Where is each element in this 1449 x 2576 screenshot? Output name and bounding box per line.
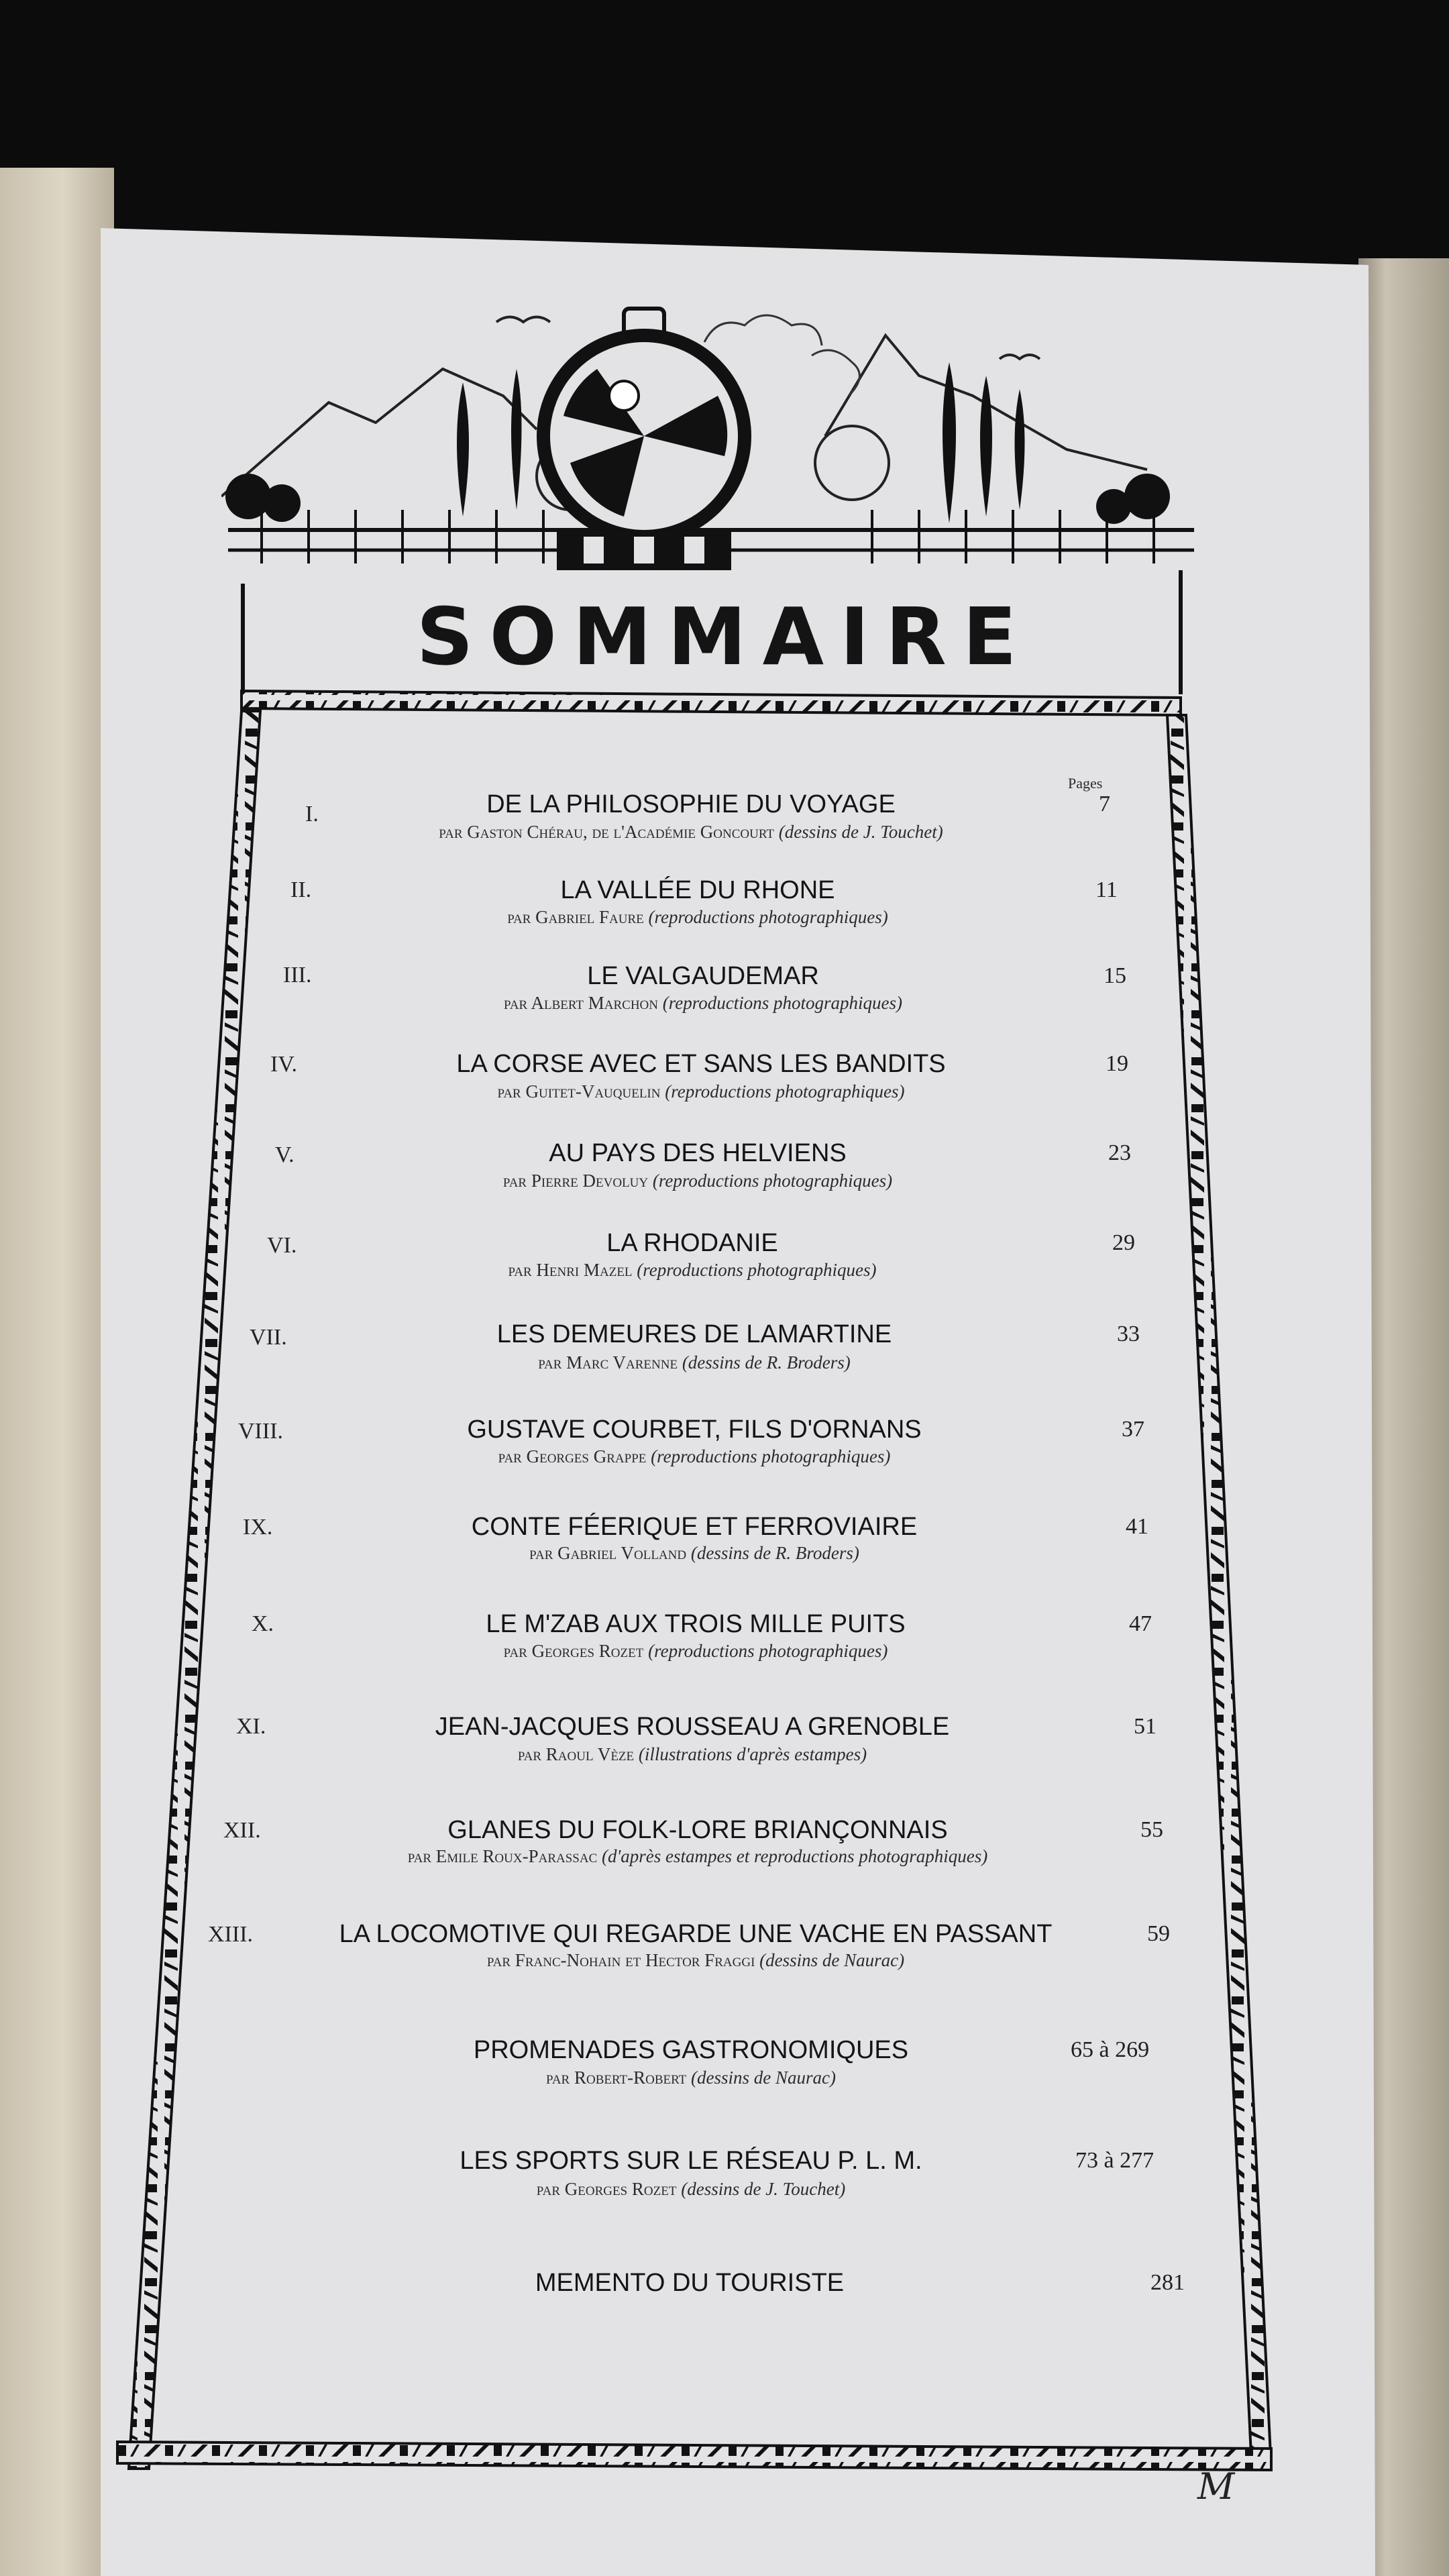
toc-entry-credit: (reproductions photographiques) — [637, 1260, 877, 1280]
toc-entry-page: 11 — [1095, 877, 1118, 902]
toc-entry-numeral: III. — [283, 963, 312, 987]
toc-entry-page: 51 — [1134, 1714, 1157, 1739]
toc-entry-credit: (reproductions photographiques) — [648, 1641, 888, 1661]
toc-entry-numeral: XII. — [223, 1818, 261, 1843]
toc-entry-author — [158, 1543, 1231, 1564]
toc-entry-page: 33 — [1117, 1322, 1140, 1346]
toc-entry-credit: (reproductions photographiques) — [652, 1171, 893, 1191]
toc-entry-numeral: II. — [290, 877, 312, 902]
toc-entry-author — [159, 1641, 1232, 1662]
toc-entry-numeral: I. — [305, 802, 319, 826]
toc-entry-title: AU PAYS DES HELVIENS — [549, 1139, 847, 1167]
toc-entry-title: DE LA PHILOSOPHIE DU VOYAGE — [486, 790, 896, 818]
toc-entry-title: PROMENADES GASTRONOMIQUES — [473, 2036, 909, 2064]
toc-entry-title: LES DEMEURES DE LAMARTINE — [496, 1320, 892, 1348]
toc-entry-byline: par Georges Rozet — [503, 1641, 644, 1661]
toc-entry-byline: par Emile Roux-Parassac — [407, 1846, 598, 1866]
pages-column-label: Pages — [1068, 775, 1103, 792]
toc-entry-credit: (dessins de R. Broders) — [690, 1543, 859, 1563]
toc-entry-title: JEAN-JACQUES ROUSSEAU A GRENOBLE — [435, 1713, 950, 1741]
toc-entry-numeral: VI. — [267, 1233, 297, 1258]
toc-entry-credit: (dessins de Naurac) — [691, 2068, 836, 2088]
toc-entry-byline: par Robert-Robert — [546, 2068, 687, 2088]
toc-entry-author — [156, 1260, 1229, 1281]
toc-entry-page: 37 — [1122, 1417, 1144, 1442]
toc-entry-title: LA LOCOMOTIVE QUI REGARDE UNE VACHE EN PASSANT — [339, 1920, 1053, 1948]
toc-entry-author — [159, 1950, 1232, 1971]
toc-entry-title: GLANES DU FOLK-LORE BRIANÇONNAIS — [447, 1816, 948, 1844]
toc-entry-title: LE VALGAUDEMAR — [587, 962, 819, 990]
toc-entry-credit: (illustrations d'après estampes) — [638, 1744, 867, 1764]
toc-entry-author — [166, 993, 1240, 1014]
toc-entry-credit: (dessins de J. Touchet) — [681, 2179, 846, 2199]
toc-entry-credit: (reproductions photographiques) — [662, 993, 902, 1013]
toc-entry-author — [158, 1352, 1231, 1373]
toc-entry-author — [161, 1846, 1234, 1867]
toc-entry-author — [154, 2068, 1228, 2088]
toc-entry-numeral: VIII. — [238, 1419, 284, 1444]
toc-entry-credit: (reproductions photographiques) — [665, 1081, 905, 1102]
toc-entry-page: 281 — [1150, 2270, 1185, 2295]
toc-entry-numeral: IX. — [243, 1515, 273, 1540]
toc-entry-numeral: XIII. — [208, 1922, 254, 1947]
toc-entry-page: 41 — [1126, 1514, 1148, 1539]
toc-entry-byline: par Guitet-Vauquelin — [497, 1081, 661, 1102]
toc-entry-credit: (d'après estampes et reproductions photographiques) — [602, 1846, 988, 1866]
toc-entry-numeral: IV. — [270, 1052, 297, 1077]
toc-entry-author — [164, 1081, 1238, 1102]
toc-entry-byline: par Albert Marchon — [504, 993, 658, 1013]
toc-entry-title: LA VALLÉE DU RHONE — [560, 876, 835, 904]
toc-entry-title: LE M'ZAB AUX TROIS MILLE PUITS — [486, 1610, 906, 1638]
toc-entry-title: LES SPORTS SUR LE RÉSEAU P. L. M. — [460, 2147, 922, 2175]
page-title: SOMMAIRE — [416, 590, 1033, 683]
toc-entry-page: 19 — [1106, 1051, 1128, 1076]
toc-entry-page: 73 à 277 — [1075, 2148, 1155, 2173]
toc-entry-page: 65 à 269 — [1071, 2037, 1150, 2062]
toc-entry-page: 55 — [1140, 1817, 1163, 1842]
toc-entry-author — [161, 1171, 1234, 1191]
toc-entry-byline: par Pierre Devoluy — [502, 1171, 649, 1191]
toc-entry-page: 15 — [1104, 963, 1126, 988]
toc-entry-byline: par Marc Varenne — [538, 1352, 678, 1373]
toc-entry-byline: par Gabriel Volland — [529, 1543, 687, 1563]
toc-entry-author — [161, 907, 1234, 928]
toc-entry-numeral: VII. — [250, 1325, 287, 1350]
toc-entry-page: 59 — [1147, 1921, 1170, 1946]
toc-entry-author — [156, 1744, 1229, 1765]
toc-entry-page: 23 — [1108, 1140, 1131, 1165]
toc-entry-credit: (reproductions photographiques) — [648, 907, 888, 927]
toc-entry-title: GUSTAVE COURBET, FILS D'ORNANS — [467, 1415, 922, 1444]
toc-entry-byline: par Franc-Nohain et Hector Fraggi — [486, 1950, 755, 1970]
toc-entry-page: 7 — [1099, 792, 1110, 816]
toc-entry-byline: par Henri Mazel — [508, 1260, 633, 1280]
toc-entry-author — [154, 822, 1228, 843]
toc-entry-byline: par Gabriel Faure — [507, 907, 644, 927]
toc-entry-author — [154, 2179, 1228, 2200]
toc-entry-numeral: XI. — [236, 1714, 266, 1739]
toc-entry-title: CONTE FÉERIQUE ET FERROVIAIRE — [471, 1513, 918, 1541]
toc-entry-byline: par Georges Rozet — [536, 2179, 677, 2199]
toc-entry-credit: (dessins de R. Broders) — [682, 1352, 851, 1373]
toc-entry-title: MEMENTO DU TOURISTE — [535, 2269, 845, 2297]
toc-entry-numeral: X. — [252, 1611, 274, 1636]
toc-entry-page: 47 — [1129, 1611, 1152, 1636]
toc-entry-byline: par Gaston Chérau, de l'Académie Goncourt — [439, 822, 774, 842]
toc-entry-author — [158, 1446, 1231, 1467]
toc-entry-credit: (reproductions photographiques) — [651, 1446, 891, 1466]
toc-entry-page: 29 — [1112, 1230, 1135, 1255]
toc-entry-byline: par Georges Grappe — [498, 1446, 647, 1466]
toc-entry-title: LA RHODANIE — [606, 1229, 778, 1257]
toc-entry-credit: (dessins de Naurac) — [759, 1950, 905, 1970]
toc-entry-credit: (dessins de J. Touchet) — [778, 822, 943, 842]
corner-mark: M — [1197, 2465, 1235, 2508]
toc-entry-numeral: V. — [275, 1142, 294, 1167]
toc-entry-byline: par Raoul Vèze — [517, 1744, 635, 1764]
toc-entry-title: LA CORSE AVEC ET SANS LES BANDITS — [456, 1050, 946, 1078]
